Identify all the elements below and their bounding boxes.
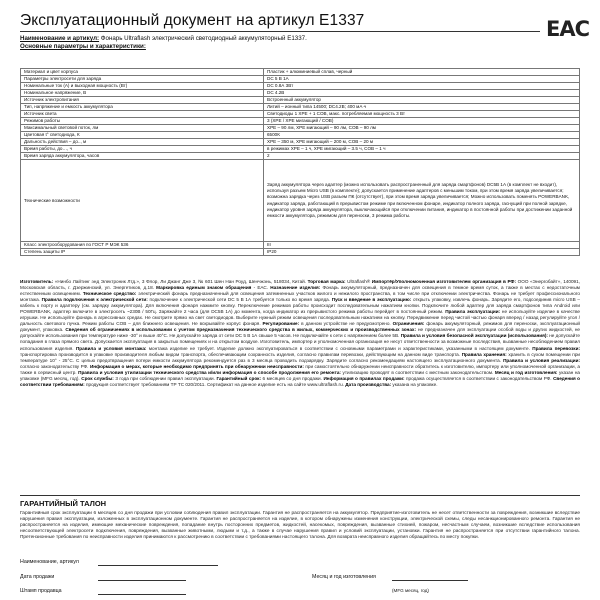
spec-row (21, 97, 580, 104)
specs-table (20, 68, 580, 256)
field-row-stamp (20, 588, 580, 600)
section-text: Фонарь аккумуляторный, предназначен для освещения в темное время суток, а также в местах с недостаточным естественным освещением. (20, 285, 580, 297)
spec-row (21, 132, 580, 139)
spec-row (21, 76, 580, 83)
section-heading: Правила и условия реализации: (503, 357, 580, 363)
spec-row (21, 104, 580, 111)
section-heading: Сведения о соответствии требованиям: (20, 375, 580, 387)
spec-row (21, 249, 580, 256)
section-heading: Правила подключения к электрической сети: (41, 297, 148, 303)
section-text: не используйте изделие в качестве игрушки. Не используйте фонарь в агрессивных средах. Не смотрите прямо на свет светодиодов. Выберите нужный режим освещения последовательным нажатием на кнопку. Передвижение перед чистой частью фонаря вперед / назад регулируйте угол / дальность светового пучка. Режим работы COB – для ближнего освещения. Не вскрывайте корпус фонаря. (20, 309, 580, 327)
field-date-label: Дата продажи (20, 574, 55, 580)
section-heading: Правила хранения: (461, 351, 507, 357)
section-heading: Информация о мерах, которые необходимо предпринять при обнаружении неисправности: (89, 363, 304, 369)
spec-value: DC 0.8А 3Вт (264, 83, 580, 90)
spec-row (21, 160, 580, 242)
section-heading: Месяц и год изготовления: (494, 369, 558, 375)
section-heading: Импортёр/Уполномоченная изготовителем организация в РФ: (371, 279, 517, 284)
spec-key: Режимов работы (21, 118, 264, 125)
spec-key: Номинальные ток (А) и выходная мощность (Вт) (21, 83, 264, 90)
spec-row (21, 242, 580, 249)
product-name-value: Фонарь Ultraflash электрический светодиодный аккумуляторный Е1337. (99, 35, 307, 42)
spec-key: Степень защиты IP (21, 249, 264, 256)
document-page (20, 12, 590, 594)
field-mfg-line[interactable] (392, 580, 468, 581)
spec-key: Источник электропитания (21, 97, 264, 104)
section-heading: Торговая марка: (307, 279, 346, 284)
spec-key: Максимальный световой поток, лм (21, 125, 264, 132)
field-row-name (20, 559, 580, 572)
spec-key: Источник света (21, 111, 264, 118)
spec-key: Материал и цвет корпуса (21, 69, 264, 76)
section-text: не предназначен для эксплуатации особой воды и других жидкостей, не допускайте использования при температуре ниже -30° и выше 40°С. Не допускайте заряда от сети DC 5 В 1А свыше 5 часов. Не подключайте к сети с напряжением более 5В. (20, 327, 580, 339)
field-stamp-label: Штамп продавца (20, 588, 62, 594)
section-heading: Правила и условия монтажа: (75, 345, 147, 351)
spec-key: Технические возможности (21, 160, 264, 242)
eac-certification-mark: EAC (546, 17, 590, 41)
guarantee-title: ГАРАНТИЙНЫЙ ТАЛОН (20, 499, 107, 508)
field-name-label: Наименование, артикул (20, 559, 79, 565)
spec-row (21, 118, 580, 125)
spec-value: XPE – 350 м, XPE мигающий – 200 м, COB – 20 м (264, 139, 580, 146)
section-text: ООО «Энергобайт», 140091, Московская область, г. Дзержинский, ул. Энергетиков, д.18. (20, 279, 580, 291)
field-name-line[interactable] (98, 565, 218, 566)
section-text: транспортировка производится в упаковке производителя любым видом транспорта, обеспечивающим сохранность изделия, согласно правилам перевозки, действующим на данном виде транспорта. (20, 351, 462, 357)
section-text: продажа осуществляется в соответствии с законодательством РФ. (404, 375, 554, 381)
spec-row (21, 139, 580, 146)
section-heading: Срок службы: (81, 375, 114, 381)
spec-value: Заряд аккумулятора через адаптер (можно использовать распространенный для заряда смартфонов) DC5В 1А (в комплект не входит), используя разъем Micro USB (в комплекте); допускается применение адаптеров с меньшим током, при этом время заряда увеличивается; возможна зарядка через USB разъем ПК (отсутствует), при этом время заряда увеличивается; Можно использовать поменять POWERBANK, индикатор заряда, работающий в прерывистом режиме при включенном фонаре, индикатор полного заряда, гаснущий при полной зарядке, индикатор уровня заряда аккумулятора, выключающийся при отключении питания, индикатор в постоянной работы при достижении заданной емкости аккумулятора, режимом для переноски, 3 режима работы. (264, 160, 580, 242)
section-text: открыть упаковку, извлечь фонарь. Зарядите его, подсоединив micro USB – кабель к порту и адаптеру (см. зарядку аккумулятора). Для включения фонаря нажмите кнопку. Переключение режимов работы происходит последовательным нажатием кнопки. Подключите любой адаптер для заряда смартфонов типа Android или POWERBANK, адаптер включите в электросеть ~230В / 50Гц. Заряжайте 2 часа (для DC5В 1А) до момента, когда индикатор из прерывистого режима работы перейдет в постоянный режим. (20, 297, 580, 315)
section-text: Ultraflash® (345, 279, 372, 284)
spec-key: Параметры электросети для заряда (21, 76, 264, 83)
spec-value: DC 5 В 1А (264, 76, 580, 83)
spec-value: DC 4.2В (264, 90, 580, 97)
spec-key: Время работы, до…, ч (21, 146, 264, 153)
section-text: в данном устройстве не предусмотрено. (299, 321, 393, 327)
spec-row (21, 69, 580, 76)
spec-value: 6500К (264, 132, 580, 139)
section-text: согласно законодательству РФ. (20, 363, 90, 369)
spec-value: Пластик + алюминиевый сплав, черный (264, 69, 580, 76)
section-text: подключение к электрической сети DC 5 В 1А требуется только во время заряда. (147, 297, 332, 303)
section-heading: Правила и условия безопасной эксплуатации (использования): (400, 333, 548, 339)
spec-row (21, 90, 580, 97)
spec-key: Дальность действия – до.., м (21, 139, 264, 146)
section-heading: Дата производства: (345, 381, 392, 387)
spec-value: Светодиоды 1 XPE + 1 COB, макс. потребляемая мощность 3 Вт (264, 111, 580, 118)
operating-instructions-text (20, 279, 580, 491)
product-name-label: Наименование и артикул: (20, 35, 100, 42)
section-text: при самостоятельно обнаружении неисправности обратитесь к изготовителю, импортеру или уполномоченной организации, а также в сервисный центр. (20, 363, 580, 375)
spec-value: 2 (264, 153, 580, 160)
spec-row (21, 153, 580, 160)
spec-key: Тип, напряжение и емкость аккумулятора (21, 104, 264, 111)
spec-value: в режимах XPE – 1 ч, XPE мигающий – 3.5 ч, COB – 1 ч (264, 146, 580, 153)
section-text: монтажа изделие не требует. Изделие должно эксплуатироваться в соответствии с основными параметрами и характеристиками, указанными в настоящем документе. (146, 345, 533, 351)
spec-value: Встроенный аккумулятор (264, 97, 580, 104)
section-heading: Техническое средство: (82, 291, 137, 297)
section-heading: Регулирование: (262, 321, 300, 327)
section-heading: Пуск и введение в эксплуатацию: (331, 297, 412, 303)
spec-value: 3 (XPE / XPE мигающий / COB) (264, 118, 580, 125)
section-heading: Правила эксплуатации: (445, 309, 501, 315)
field-stamp-line[interactable] (98, 594, 186, 595)
spec-row (21, 111, 580, 118)
field-row-date (20, 574, 580, 587)
section-heading: Правила перевозки: (532, 345, 580, 351)
section-text: указан на упаковке (MFG месяц, год). (20, 369, 580, 381)
section-heading: Маркировка единым знаком обращения (156, 285, 252, 291)
section-heading: Изготовитель: (20, 279, 54, 284)
section-heading: Гарантийный срок: (216, 375, 262, 381)
section-text: «Нинбо Лайтинг энд Электроник Лтд.», 3 Флор, Ли Джанг Дже 3, № 601 Шен Нан Роуд, Шенчжэнь, 518034, Китай. (53, 279, 308, 284)
section-heading: Ограничения: (392, 321, 425, 327)
spec-key: Цветовая t° светодиода, К (21, 132, 264, 139)
section-heading: Назначение изделия: (270, 285, 321, 291)
section-heading: Правила и условия утилизации технического средства и/или информация о способе продолжения его ремонта: (78, 369, 341, 375)
section-heading: Сведения об ограничениях в использовании с учетом предназначения технического средства в жилых, коммерческих и производственных зонах: (65, 327, 417, 333)
section-text: продукция соответствует требованиям ТР ТС 020/2011. Сертификат на данное изделие есть на сайте www.ultraflash.ru. (84, 381, 346, 387)
section-text: 6 месяцев со дня продажи. (261, 375, 324, 381)
spec-row (21, 83, 580, 90)
section-text: - ЕАС. (251, 285, 271, 291)
document-title: Эксплуатационный документ на артикул Е1337 (20, 12, 540, 32)
field-mfg-label: Месяц и год изготовления (312, 574, 376, 580)
field-mfg-hint: (MFG месяц, год) (392, 588, 429, 593)
section-text: фонарь аккумуляторный, режимов для переноски, эксплуатационный документ, упаковка. (20, 321, 580, 333)
spec-value: III (264, 242, 580, 249)
spec-value: XPE – 90 лм, XPE мигающий – 90 лм, COB – 90 лм (264, 125, 580, 132)
spec-row (21, 125, 580, 132)
section-text: утилизацию проводят в соответствии с местным законодательством. (340, 369, 495, 375)
section-text: хранить в сухом помещении при температуре 10° - 25°С. С целью предотвращения потери емкости аккумулятора рекомендуется раз в 3 месяца проводить подзарядку. Зарядите согласно рекомендациям настоящего эксплуатационного документа. (20, 351, 580, 363)
field-date-line[interactable] (98, 580, 186, 581)
section-divider (20, 495, 580, 496)
section-text: 3 года при соблюдении правил эксплуатации. (113, 375, 217, 381)
spec-row (21, 146, 580, 153)
spec-key: Время заряда аккумулятора, часов (21, 153, 264, 160)
spec-key: Номинальное напряжение, В (21, 90, 264, 97)
section-text: не допускайте попадания в глаза прямого света. Допускается эксплуатация в закрытых помещениях и на открытом воздухе. Изготовитель, импортер и уполномоченная организация не несут ответственности за возможные последствия, вызванные несоблюдением правил использования изделия. (20, 333, 580, 351)
spec-key: Класс электрооборудования по ГОСТ Р МЭК 536 (21, 242, 264, 249)
params-heading: Основные параметры и характеристики: (20, 43, 146, 50)
spec-value: Литий – ионный типа 14500; DC4.2В; 400 мА·ч (264, 104, 580, 111)
section-text: указана на упаковке. (391, 381, 438, 387)
section-heading: Информация о правилах продажи: (323, 375, 405, 381)
section-text: электрический фонарь предназначенный для освещения затемненных участков жилого и нежилого пространства, в том числе при отключении электричества. Фонарь не требует профессионального монтажа. (20, 291, 580, 303)
product-name-line (20, 35, 582, 43)
spec-value: IP20 (264, 249, 580, 256)
guarantee-text: Гарантийный срок эксплуатации 6 месяцев со дня продажи при условии соблюдения правил эксплуатации. Гарантия не распространяется на аккумулятор. Предприятие-изготовитель не несет ответственности за повреждения, возникшие вследствие нарушения правил эксплуатации, изложенных в эксплуатационном документе. Гарантия не распространяется на изделие, в котором обнаружены изменения конструкции, электрической схемы, следы несанкционированного ремонта. Гарантия не распространяется на изделия, имеющие механические повреждения, попадание внутрь посторонних предметов, жидкостей, насекомых, повреждения, вызванные стихией, пожаром, несчастным случаем, возникшие вследствие использования несоответствующей электросети подключения, повреждения, вызванные животными, людьми и т.д., а также в случае нарушения правил и условий эксплуатации, установки. Гарантия не распространяется при отсутствии гарантийного талона. Претензионные требования по неисправности изделия принимаются к рассмотрению в соответствии с требованиями настоящего талона. Для возврата неисправного изделия обращайтесь по месту покупки. (20, 511, 580, 540)
